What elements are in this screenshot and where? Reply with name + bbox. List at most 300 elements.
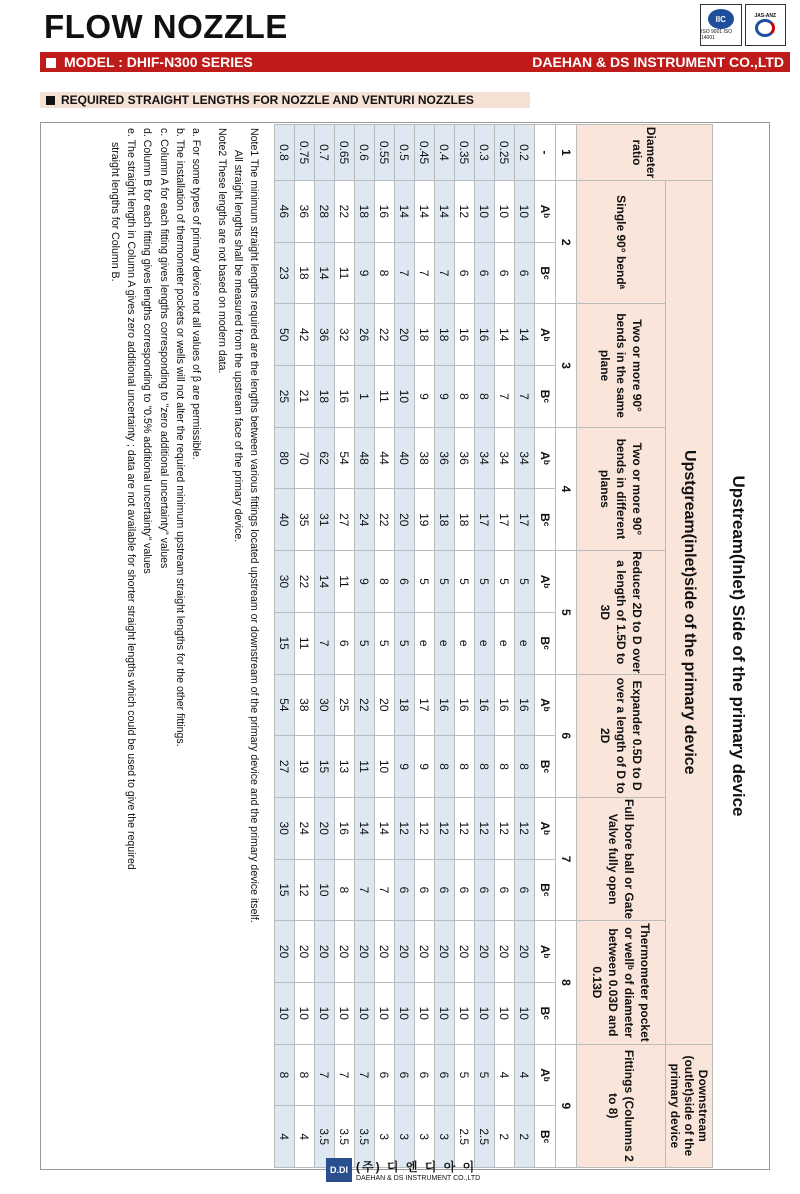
length-cell: 10 [335, 982, 355, 1044]
length-cell: 10 [455, 982, 475, 1044]
length-cell: 42 [295, 304, 315, 366]
length-cell: 31 [315, 489, 335, 551]
length-cell: 16 [475, 304, 495, 366]
length-cell: 6 [395, 1044, 415, 1106]
length-cell: 5 [435, 551, 455, 613]
length-cell: 12 [515, 797, 535, 859]
length-cell: 3.5 [315, 1106, 335, 1168]
length-cell: 4 [515, 1044, 535, 1106]
length-cell: 18 [435, 304, 455, 366]
length-cell: 16 [375, 181, 395, 243]
length-cell: 20 [395, 489, 415, 551]
model-label: MODEL : DHIF-N300 SERIES [64, 54, 253, 70]
length-cell: 10 [315, 859, 335, 921]
length-cell: 11 [335, 551, 355, 613]
length-cell: 25 [275, 366, 295, 428]
diameter-ratio-cell: 0.8 [275, 125, 295, 181]
table-row [355, 125, 375, 1168]
length-cell: 8 [435, 736, 455, 798]
length-cell: 8 [455, 736, 475, 798]
column-a-label: Aᵇ [535, 674, 556, 736]
column-b-label: Bᶜ [535, 1106, 556, 1168]
length-cell: 35 [295, 489, 315, 551]
length-cell: 16 [455, 674, 475, 736]
length-cell: 6 [495, 242, 515, 304]
table-row [435, 125, 455, 1168]
length-cell: 46 [275, 181, 295, 243]
fitting-desc-8: Thermometer pocket or wellᵇ of diameter between 0.03D and 0.13D [577, 921, 666, 1044]
straight-lengths-table [274, 124, 713, 1168]
table-row [475, 125, 495, 1168]
length-cell: 6 [475, 859, 495, 921]
length-cell: 5 [475, 1044, 495, 1106]
length-cell: e [495, 612, 515, 674]
length-cell: 24 [355, 489, 375, 551]
length-cell: 14 [315, 242, 335, 304]
column-a-label: Aᵇ [535, 797, 556, 859]
length-cell: 8 [295, 1044, 315, 1106]
length-cell: 7 [355, 1044, 375, 1106]
length-cell: 5 [515, 551, 535, 613]
length-cell: 5 [375, 612, 395, 674]
fitting-desc-4: Two or more 90° bends in different planes [577, 427, 666, 550]
length-cell: 10 [495, 982, 515, 1044]
length-cell: 18 [415, 304, 435, 366]
footnote-e: e. The straight length in Column A gives zero additional uncertainty ; data are not available for shorter straight lengths which could be used to give the required [125, 128, 138, 870]
length-cell: e [515, 612, 535, 674]
diameter-ratio-cell: 0.35 [455, 125, 475, 181]
length-cell: 10 [475, 181, 495, 243]
length-cell: 6 [495, 859, 515, 921]
length-cell: 5 [475, 551, 495, 613]
diameter-ratio-cell: 0.75 [295, 125, 315, 181]
length-cell: 3 [395, 1106, 415, 1168]
length-cell: 36 [295, 181, 315, 243]
length-cell: 38 [295, 674, 315, 736]
footer-text [356, 1158, 480, 1182]
length-cell: 22 [335, 181, 355, 243]
length-cell: 6 [455, 859, 475, 921]
length-cell: 7 [495, 366, 515, 428]
length-cell: 54 [275, 674, 295, 736]
length-cell: 14 [495, 304, 515, 366]
column-b-label: Bᶜ [535, 489, 556, 551]
length-cell: 12 [455, 181, 475, 243]
length-cell: 12 [415, 797, 435, 859]
length-cell: 1 [355, 366, 375, 428]
length-cell: 62 [315, 427, 335, 489]
length-cell: 10 [415, 982, 435, 1044]
length-cell: 11 [335, 242, 355, 304]
note-2: Note2 These lengths are not based on modern data. [215, 128, 228, 374]
length-cell: 14 [355, 797, 375, 859]
length-cell: 8 [375, 242, 395, 304]
length-cell: 10 [395, 366, 415, 428]
diameter-ratio-cell: 0.6 [355, 125, 375, 181]
length-cell: 18 [435, 489, 455, 551]
length-cell: 20 [375, 921, 395, 983]
length-cell: 7 [435, 242, 455, 304]
length-cell: 10 [375, 982, 395, 1044]
model-label-wrap [46, 54, 253, 70]
length-cell: 20 [355, 921, 375, 983]
length-cell: 32 [335, 304, 355, 366]
length-cell: 19 [295, 736, 315, 798]
length-cell: 10 [375, 736, 395, 798]
notes-block [107, 124, 274, 1168]
column-a-label: Aᵇ [535, 427, 556, 489]
length-cell: 5 [355, 612, 375, 674]
table-row [315, 125, 335, 1168]
length-cell: 12 [495, 797, 515, 859]
footer-korean: (주) 디 엔 디 아 이 [356, 1160, 477, 1174]
iso-label: ISO 9001 ISO 14001 [701, 29, 733, 41]
length-cell: 3.5 [335, 1106, 355, 1168]
length-cell: 27 [275, 736, 295, 798]
jas-anz-logo-icon [755, 19, 775, 37]
length-cell: 23 [275, 242, 295, 304]
length-cell: 2.5 [455, 1106, 475, 1168]
table-row [455, 125, 475, 1168]
length-cell: 18 [295, 242, 315, 304]
length-cell: 10 [395, 982, 415, 1044]
length-cell: 9 [355, 242, 375, 304]
length-cell: 20 [395, 921, 415, 983]
length-cell: 3 [415, 1106, 435, 1168]
length-cell: 11 [295, 612, 315, 674]
length-cell: 7 [395, 242, 415, 304]
length-cell: 34 [475, 427, 495, 489]
length-cell: 20 [515, 921, 535, 983]
length-cell: 9 [395, 736, 415, 798]
company-logo-icon: D.DI [326, 1158, 352, 1182]
table-row [335, 125, 355, 1168]
length-cell: 70 [295, 427, 315, 489]
length-cell: 16 [515, 674, 535, 736]
length-cell: 22 [375, 304, 395, 366]
length-cell: 13 [335, 736, 355, 798]
length-cell: 4 [295, 1106, 315, 1168]
length-cell: 38 [415, 427, 435, 489]
upstream-title: Upstream(Inlet) Side of the primary device [729, 475, 748, 817]
length-cell: 20 [475, 921, 495, 983]
length-cell: 7 [415, 242, 435, 304]
length-cell: 22 [355, 674, 375, 736]
length-cell: 24 [295, 797, 315, 859]
length-cell: 10 [435, 982, 455, 1044]
length-cell: 6 [515, 859, 535, 921]
length-cell: 17 [415, 674, 435, 736]
column-b-label: Bᶜ [535, 859, 556, 921]
length-cell: 30 [315, 674, 335, 736]
length-cell: 36 [435, 427, 455, 489]
iic-logo-icon: IIC [708, 9, 734, 29]
fitting-desc-9: Fittings (Columns 2 to 8) [577, 1044, 666, 1167]
length-cell: 8 [475, 366, 495, 428]
table-row [375, 125, 395, 1168]
length-cell: e [435, 612, 455, 674]
length-cell: 16 [495, 674, 515, 736]
length-cell: 16 [475, 674, 495, 736]
length-cell: 16 [455, 304, 475, 366]
length-cell: 20 [315, 797, 335, 859]
diameter-ratio-cell: 0.65 [335, 125, 355, 181]
diameter-ratio-header: Diameter ratio [577, 125, 713, 181]
length-cell: 54 [335, 427, 355, 489]
column-number-9: 9 [556, 1044, 577, 1167]
column-b-label: Bᶜ [535, 612, 556, 674]
length-cell: 4 [495, 1044, 515, 1106]
diameter-ratio-cell: 0.55 [375, 125, 395, 181]
length-cell: 8 [375, 551, 395, 613]
length-cell: 14 [315, 551, 335, 613]
length-cell: 8 [455, 366, 475, 428]
table-row [415, 125, 435, 1168]
length-cell: 26 [355, 304, 375, 366]
length-cell: 15 [275, 859, 295, 921]
length-cell: 80 [275, 427, 295, 489]
length-cell: 14 [415, 181, 435, 243]
section-title-text: REQUIRED STRAIGHT LENGTHS FOR NOZZLE AND VENTURI NOZZLES [61, 93, 474, 107]
table-row [395, 125, 415, 1168]
length-cell: 34 [495, 427, 515, 489]
length-cell: 16 [335, 797, 355, 859]
length-cell: 10 [495, 181, 515, 243]
length-cell: 14 [515, 304, 535, 366]
length-cell: 22 [295, 551, 315, 613]
length-cell: e [475, 612, 495, 674]
column-number-1: 1 [556, 125, 577, 181]
length-cell: 10 [295, 982, 315, 1044]
length-cell: 4 [275, 1106, 295, 1168]
length-cell: 9 [415, 736, 435, 798]
length-cell: 40 [275, 489, 295, 551]
length-cell: 30 [275, 551, 295, 613]
length-cell: 12 [395, 797, 415, 859]
column-dash: - [535, 125, 556, 181]
footnote-e-continued: straight lengths for Column B. [109, 142, 122, 282]
length-cell: 18 [355, 181, 375, 243]
column-a-label: Aᵇ [535, 304, 556, 366]
square-bullet-icon [46, 96, 55, 105]
column-number-5: 5 [556, 551, 577, 674]
column-number-6: 6 [556, 674, 577, 797]
length-cell: 6 [475, 242, 495, 304]
length-cell: 10 [355, 982, 375, 1044]
length-cell: 20 [315, 921, 335, 983]
length-cell: 30 [275, 797, 295, 859]
table-row [275, 125, 295, 1168]
column-number-8: 8 [556, 921, 577, 1044]
length-cell: 50 [275, 304, 295, 366]
length-cell: 9 [355, 551, 375, 613]
length-cell: 40 [395, 427, 415, 489]
rotated-content [41, 124, 763, 1168]
length-cell: 12 [475, 797, 495, 859]
iic-badge [700, 4, 742, 46]
page-title: FLOW NOZZLE [44, 8, 288, 45]
company-name: DAEHAN & DS INSTRUMENT CO.,LTD [532, 54, 784, 70]
jas-anz-badge [745, 4, 787, 46]
diameter-ratio-cell: 0.45 [415, 125, 435, 181]
length-cell: 6 [435, 1044, 455, 1106]
length-cell: 7 [315, 1044, 335, 1106]
column-a-label: Aᵇ [535, 551, 556, 613]
length-cell: 20 [335, 921, 355, 983]
length-cell: 10 [515, 181, 535, 243]
fitting-desc-5: Reducer 2D to D over a length of 1.5D to 3D [577, 551, 666, 674]
length-cell: 15 [275, 612, 295, 674]
diameter-ratio-cell: 0.2 [515, 125, 535, 181]
footnote-c: c. Column A for each fitting gives lengths corresponding to "zero additional uncertainty" values [157, 128, 170, 569]
table-row [495, 125, 515, 1168]
length-cell: 2.5 [475, 1106, 495, 1168]
length-cell: 8 [515, 736, 535, 798]
column-a-label: Aᵇ [535, 181, 556, 243]
column-b-label: Bᶜ [535, 366, 556, 428]
column-number-2: 2 [556, 181, 577, 304]
length-cell: 5 [455, 1044, 475, 1106]
footer-english: DAEHAN & DS INSTRUMENT CO.,LTD [356, 1175, 481, 1182]
footer [326, 1158, 480, 1182]
certification-badges [700, 4, 786, 46]
length-cell: 17 [475, 489, 495, 551]
footnote-d: d. Column B for each fitting gives lengths corresponding to "0.5% additional uncertainty" values [141, 128, 154, 574]
jas-anz-label: JAS-ANZ [754, 13, 777, 19]
fitting-desc-7: Full bore ball or Gate Valve fully open [577, 797, 666, 920]
length-cell: 8 [335, 859, 355, 921]
length-cell: 19 [415, 489, 435, 551]
length-cell: 18 [315, 366, 335, 428]
column-a-label: Aᵇ [535, 921, 556, 983]
length-cell: 18 [395, 674, 415, 736]
length-cell: 27 [335, 489, 355, 551]
column-number-4: 4 [556, 427, 577, 550]
length-cell: 7 [315, 612, 335, 674]
length-cell: 21 [295, 366, 315, 428]
length-cell: 7 [355, 859, 375, 921]
column-a-label: Aᵇ [535, 1044, 556, 1106]
length-cell: 5 [455, 551, 475, 613]
length-cell: 10 [275, 982, 295, 1044]
diameter-ratio-cell: 0.25 [495, 125, 515, 181]
table-row [295, 125, 315, 1168]
column-b-label: Bᶜ [535, 736, 556, 798]
note-1: Note1 The minimum straight lengths required are the lengths between various fittings located upstream or downstream of the primary device and the primary device itself. [248, 128, 260, 923]
length-cell: 7 [335, 1044, 355, 1106]
table-row [515, 125, 535, 1168]
length-cell: 17 [515, 489, 535, 551]
note-1-continued: All straight lengths shall be measured from the upstream face of the primary device. [231, 150, 244, 543]
length-cell: 14 [375, 797, 395, 859]
length-cell: 6 [455, 242, 475, 304]
length-cell: 6 [415, 1044, 435, 1106]
length-cell: 6 [515, 242, 535, 304]
length-cell: 14 [395, 181, 415, 243]
downstream-header: Downstream (outlet)side of the primary device [666, 1044, 713, 1167]
diameter-ratio-cell: 0.4 [435, 125, 455, 181]
length-cell: 11 [375, 366, 395, 428]
length-cell: 12 [295, 859, 315, 921]
length-cell: 8 [495, 736, 515, 798]
length-cell: 20 [295, 921, 315, 983]
footnote-a: a. For some types of primary device not all values of β are permissible. [189, 128, 202, 460]
length-cell: 6 [435, 859, 455, 921]
length-cell: 6 [375, 1044, 395, 1106]
length-cell: 9 [435, 366, 455, 428]
length-cell: 36 [315, 304, 335, 366]
length-cell: 20 [435, 921, 455, 983]
column-b-label: Bᶜ [535, 242, 556, 304]
length-cell: 14 [435, 181, 455, 243]
diameter-ratio-cell: 0.5 [395, 125, 415, 181]
upstream-subheader: Upstgream(inlet)side of the primary device [666, 181, 713, 1045]
length-cell: 36 [455, 427, 475, 489]
length-cell: 8 [275, 1044, 295, 1106]
length-cell: 20 [415, 921, 435, 983]
length-cell: 34 [515, 427, 535, 489]
length-cell: 16 [335, 366, 355, 428]
length-cell: 5 [395, 612, 415, 674]
length-cell: e [455, 612, 475, 674]
length-cell: 10 [315, 982, 335, 1044]
length-cell: 2 [495, 1106, 515, 1168]
length-cell: 7 [515, 366, 535, 428]
length-cell: 5 [415, 551, 435, 613]
length-cell: 16 [435, 674, 455, 736]
length-cell: 7 [375, 859, 395, 921]
fitting-desc-2: Single 90° bendᵃ [577, 181, 666, 304]
length-cell: 6 [335, 612, 355, 674]
length-cell: 18 [455, 489, 475, 551]
length-cell: 15 [315, 736, 335, 798]
length-cell: 10 [475, 982, 495, 1044]
length-cell: 9 [415, 366, 435, 428]
length-cell: 8 [475, 736, 495, 798]
length-cell: 20 [455, 921, 475, 983]
length-cell: 6 [395, 551, 415, 613]
length-cell: e [415, 612, 435, 674]
diameter-ratio-cell: 0.7 [315, 125, 335, 181]
length-cell: 20 [275, 921, 295, 983]
length-cell: 12 [455, 797, 475, 859]
length-cell: 28 [315, 181, 335, 243]
footnote-b: b. The installation of thermometer pockets or wells will not alter the required minimum upstream straight lengths for the other fittings. [173, 128, 186, 747]
length-cell: 12 [435, 797, 455, 859]
length-cell: 11 [355, 736, 375, 798]
length-cell: 10 [515, 982, 535, 1044]
length-cell: 20 [375, 674, 395, 736]
length-cell: 6 [415, 859, 435, 921]
length-cell: 48 [355, 427, 375, 489]
length-cell: 5 [495, 551, 515, 613]
column-number-3: 3 [556, 304, 577, 427]
length-cell: 3 [435, 1106, 455, 1168]
fitting-desc-3: Two or more 90° bends in the same plane [577, 304, 666, 427]
column-number-7: 7 [556, 797, 577, 920]
section-title [40, 92, 530, 108]
length-cell: 25 [335, 674, 355, 736]
length-cell: 6 [395, 859, 415, 921]
diameter-ratio-cell: 0.3 [475, 125, 495, 181]
fitting-desc-6: Expander 0.5D to D over a length of D to 2D [577, 674, 666, 797]
length-cell: 17 [495, 489, 515, 551]
column-b-label: Bᶜ [535, 982, 556, 1044]
length-cell: 44 [375, 427, 395, 489]
length-cell: 3 [375, 1106, 395, 1168]
length-cell: 3.5 [355, 1106, 375, 1168]
model-bar [40, 52, 790, 72]
